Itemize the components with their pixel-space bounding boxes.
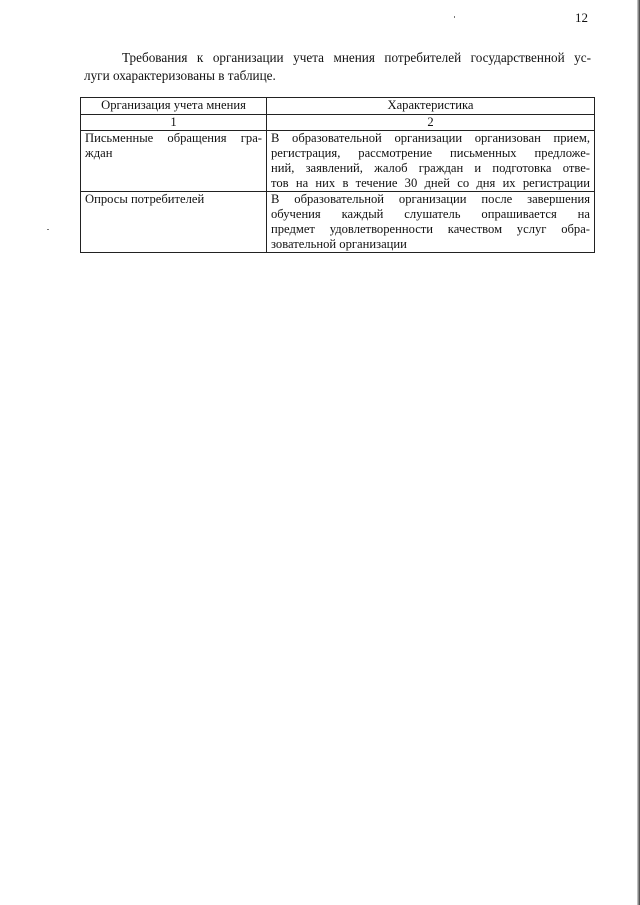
page-number: 12 (575, 10, 588, 25)
cell-line: обучения каждый слушатель опрашивается на (271, 207, 590, 221)
cell-line: ний, заявлений, жалоб граждан и подготовка отве- (271, 161, 590, 175)
cell-line: зовательной организации (271, 237, 407, 251)
cell-line: В образовательной организации после завершения (271, 192, 590, 206)
column-number-row (81, 115, 595, 131)
scan-speck (454, 16, 455, 18)
intro-line: луги охарактеризованы в таблице. (84, 68, 276, 83)
characteristic-cell (267, 131, 595, 192)
table-row (81, 131, 595, 192)
cell-line: регистрация, рассмотрение письменных предложе- (271, 146, 590, 160)
cell-line: предмет удовлетворенности качеством услуг обра- (271, 222, 590, 236)
intro-line: Требования к организации учета мнения потребителей государственной ус- (122, 50, 591, 65)
characteristic-cell (267, 192, 595, 253)
table-row (81, 192, 595, 253)
intro-paragraph (84, 49, 591, 85)
cell-line: Письменные обращения гра- (85, 131, 262, 145)
requirements-table (80, 97, 595, 253)
organization-cell (81, 131, 267, 192)
column-number-2: 2 (267, 115, 595, 131)
scan-speck (47, 229, 49, 230)
cell-line: ждан (85, 146, 113, 160)
table-header-row (81, 98, 595, 115)
organization-cell (81, 192, 267, 253)
cell-line: Опросы потребителей (85, 192, 205, 206)
header-organization: Организация учета мнения (81, 98, 267, 115)
cell-line: В образовательной организации организован прием, (271, 131, 590, 145)
column-number-1: 1 (81, 115, 267, 131)
header-characteristic: Характеристика (267, 98, 595, 115)
cell-line: тов на них в течение 30 дней со дня их регистрации (271, 176, 590, 190)
